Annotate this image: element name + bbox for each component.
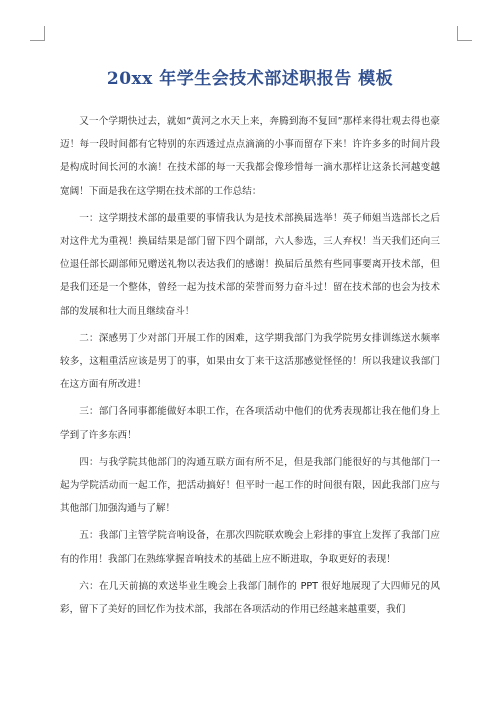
paragraph-item-6: 六：在几天前搞的欢送毕业生晚会上我部门制作的 PPT 很好地展现了大四师兄的风彩，留下了美好的回忆作为技术部，我部在各项活动的作用已经越来越重要，我们 [60, 580, 440, 616]
document-title: 20xx 年学生会技术部述职报告 模板 [106, 69, 394, 89]
paragraph-intro: 又一个学期快过去，就如“黄河之水天上来，奔腾到海不复回”那样来得壮观去得也豪迈！每一段时间都有它特别的东西透过点点滴滴的小事而留存下来！许许多多的时间片段是构成时间长河的水滴！在技术部的每一天我都会像珍惜每一滴水那样让这条长河越变越宽阔！下面是我在这学期在技术部的工作总结： [60, 116, 440, 197]
corner-crop-mark-top-right [457, 26, 472, 41]
paragraph-item-3: 三：部门各同事都能做好本职工作，在各项活动中他们的优秀表现都让我在他们身上学到了许多东西！ [60, 406, 440, 441]
paragraph-item-2: 二：深感男丁少对部门开展工作的困难，这学期我部门为我学院男女排训练送水频率较多，这粗重活应该是男丁的事，如果由女丁来干这活那感觉怪怪的！所以我建议我部门在这方面有所改进！ [60, 332, 440, 391]
corner-crop-mark-top-left [30, 26, 45, 41]
document-body [60, 110, 440, 625]
paragraph-item-1: 一：这学期技术部的最重要的事情我认为是技术部换届选举！英子师姐当选部长之后对这件尤为重视！换届结果是部门留下四个副部，六人参选，三人弃权！当天我们还向三位退任部长副部师兄赠送礼物以表达我们的感谢！换届后虽然有些同事要离开技术部，但是我们还是一个整体，曾经一起为技术部的荣誉而努力奋斗过！留在技术部的也会为技术部的发展和壮大而且继续奋斗！ [60, 212, 440, 317]
paragraph-item-5: 五：我部门主管学院音响设备，在那次四院联欢晚会上彩排的事宜上发挥了我部门应有的作用！我部门在熟练掌握音响技术的基础上应不断进取，争取更好的表现！ [60, 530, 440, 565]
paragraph-item-4: 四：与我学院其他部门的沟通互联方面有所不足，但是我部门能很好的与其他部门一起为学院活动而一起工作，把活动搞好！但平时一起工作的时间很有限，因此我部门应与其他部门加强沟通与了解！ [60, 456, 440, 515]
